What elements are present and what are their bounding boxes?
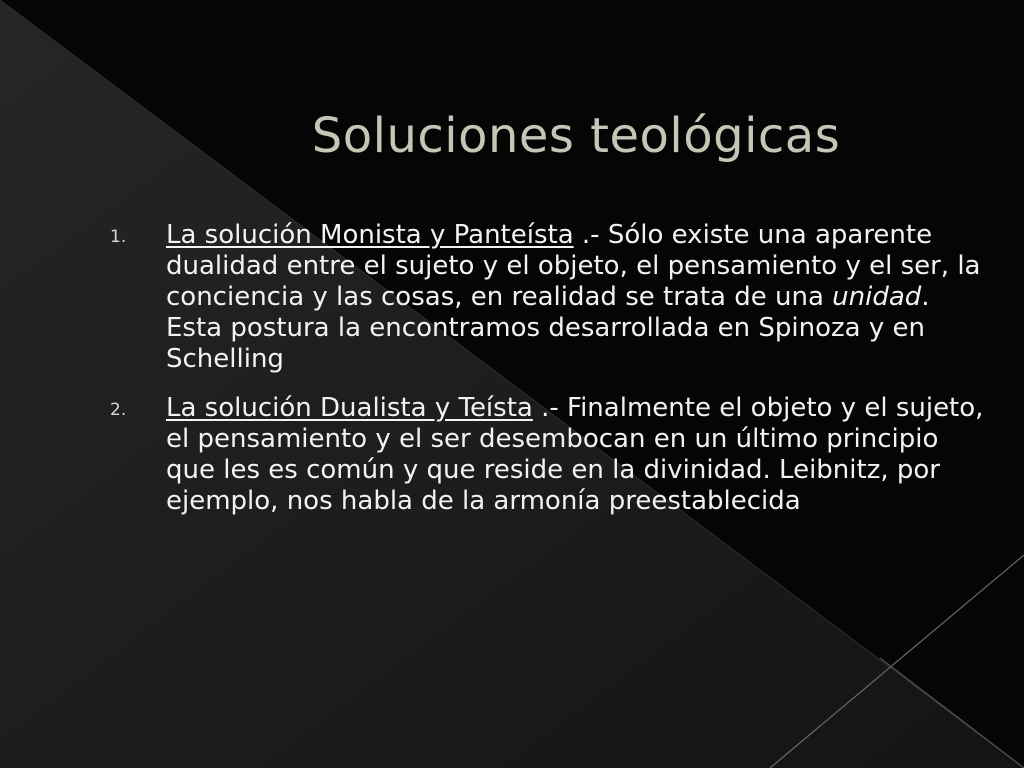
emphasis-text: unidad	[832, 282, 922, 312]
list-number: 1.	[110, 227, 127, 247]
solutions-list	[110, 220, 990, 535]
monista-link[interactable]: La solución Monista y Panteísta	[166, 220, 574, 250]
list-number: 2.	[110, 400, 127, 420]
item-text: .- Finalmente el objeto y el sujeto, el pensamiento y el ser desembocan en un último principio que les es común y que reside en la divinidad. Leibnitz, por ejemplo, nos habla de la armonía preestablecida	[166, 393, 984, 516]
list-item-monista	[110, 220, 990, 375]
dualista-link[interactable]: La solución Dualista y Teísta	[166, 393, 533, 423]
item-text-end: . Esta postura la encontramos desarrollada en Spinoza y en Schelling	[166, 282, 930, 374]
list-item-dualista	[110, 393, 990, 517]
slide-title: Soluciones teológicas	[311, 108, 841, 164]
item-text: .- Sólo existe una aparente dualidad entre el sujeto y el objeto, el pensamiento y el ser, la conciencia y las cosas, en realidad se trata de una	[166, 220, 981, 312]
